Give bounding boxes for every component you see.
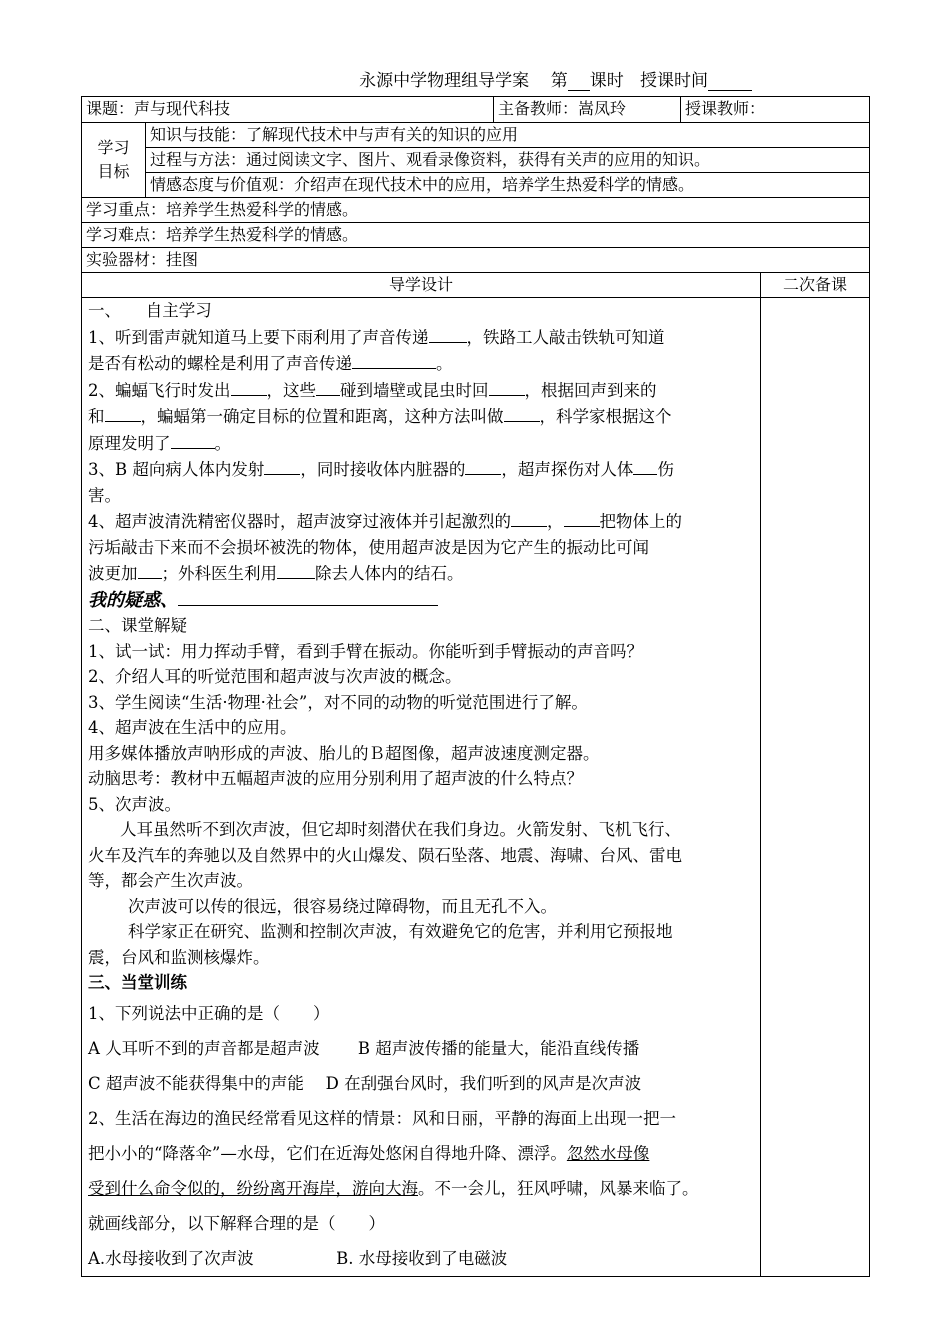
- question-3-line2: 害。: [88, 485, 121, 505]
- question-3-line1: 3、B 超向病人体内发射 ，同时接收体内脏器的 ，超声探伤对人体 伤: [88, 456, 754, 483]
- question-2-line3: 原理发明了 。: [88, 430, 754, 457]
- lead-teacher-cell: 主备教师：嵩凤玲: [494, 97, 681, 123]
- key-point: 学习重点：培养学生热爱科学的情感。: [82, 198, 870, 223]
- infrasound-paragraph-2: 次声波可以传的很远，很容易绕过障碍物，而且无孔不入。: [128, 896, 557, 916]
- exercise-1-options-cd: C 超声波不能获得集中的声能 D 在刮强台风时，我们听到的风声是次声波: [88, 1073, 642, 1093]
- section2-line-5: 用多媒体播放声呐形成的声波、胎儿的Ｂ超图像，超声波速度测定器。: [88, 743, 600, 763]
- topic-cell: 课题：声与现代科技: [82, 97, 494, 123]
- infrasound-paragraph-1c: 等，都会产生次声波。: [88, 871, 253, 890]
- second-prep-column[interactable]: [761, 298, 870, 1277]
- question-2-line1: 2、蝙蝠飞行时发出 ，这些 碰到墙壁或昆虫时回 ，根据回声到来的: [88, 377, 754, 404]
- lesson-prefix: 第: [550, 71, 568, 91]
- school-title: 永源中学物理组导学案: [359, 71, 530, 91]
- doubt-line: [88, 587, 754, 614]
- section2-line-6: 动脑思考：教材中五幅超声波的应用分别利用了超声波的什么特点？: [88, 769, 583, 788]
- goal-row-1: [82, 123, 870, 148]
- design-content: [82, 298, 761, 1277]
- goal-emotion: 情感态度与价值观：介绍声在现代技术中的应用，培养学生热爱科学的情感。: [146, 173, 870, 198]
- doubt-blank[interactable]: [178, 587, 438, 606]
- underlined-text: 受到什么命令似的，纷纷离开海岸，游向大海: [88, 1178, 418, 1198]
- second-prep-header: 二次备课: [761, 273, 870, 298]
- goal-knowledge: 知识与技能：了解现代技术中与声有关的知识的应用: [146, 123, 870, 148]
- equipment-row: [82, 248, 870, 273]
- section3-title: 三、当堂训练: [88, 973, 187, 992]
- blank[interactable]: [264, 456, 300, 475]
- question-2-line2: 和 ，蝙蝠第一确定目标的位置和距离，这种方法叫做 ，科学家根据这个: [88, 403, 754, 430]
- blank[interactable]: [316, 377, 340, 396]
- exercise-2-line2: 把小小的“降落伞”—水母，它们在近海处悠闲自得地升降、漂浮。忽然水母像: [88, 1143, 650, 1163]
- underlined-text: 忽然水母像: [566, 1143, 650, 1163]
- question-1-line2: 是否有松动的螺栓是利用了声音传递 。: [88, 350, 754, 377]
- infrasound-paragraph-1a: 人耳虽然听不到次声波，但它却时刻潜伏在我们身边。火箭发射、飞机飞行、: [120, 820, 681, 839]
- goal-row-2: [82, 148, 870, 173]
- blank[interactable]: [564, 508, 600, 527]
- question-4-line3: 波更加 ；外科医生利用 除去人体内的结石。: [88, 560, 754, 587]
- blank[interactable]: [504, 403, 540, 422]
- teacher-cell: 授课教师：: [681, 97, 870, 123]
- blank[interactable]: [429, 324, 467, 343]
- exercise-1-options-ab: A 人耳听不到的声音都是超声波 B 超声波传播的能量大，能沿直线传播: [88, 1038, 640, 1058]
- blank[interactable]: [171, 430, 215, 449]
- blank[interactable]: [277, 560, 315, 579]
- key-point-row: [82, 198, 870, 223]
- blank[interactable]: [489, 377, 525, 396]
- infrasound-paragraph-3b: 震，台风和监测核爆炸。: [88, 947, 270, 967]
- difficulty-row: [82, 223, 870, 248]
- section2-line-3: 3、学生阅读“生活·物理·社会”，对不同的动物的听觉范围进行了解。: [88, 692, 588, 712]
- goals-label: [82, 123, 146, 198]
- exercise-1-question: 1、下列说法中正确的是（ ）: [88, 1003, 330, 1023]
- blank[interactable]: [231, 377, 267, 396]
- section2-line-1: 1、试一试：用力挥动手臂，看到手臂在振动。你能听到手臂振动的声音吗？: [88, 641, 643, 661]
- section2-title: 二、课堂解疑: [88, 616, 187, 635]
- design-header-row: [82, 273, 870, 298]
- equipment: 实验器材：挂图: [82, 248, 870, 273]
- difficulty: 学习难点：培养学生热爱科学的情感。: [82, 223, 870, 248]
- lesson-suffix: 课时: [589, 71, 624, 91]
- blank[interactable]: [465, 456, 501, 475]
- doubt-label: 我的疑惑、: [88, 589, 178, 611]
- section1-title: 一、 自主学习: [88, 301, 212, 320]
- exercise-2-options-ab: A.水母接收到了次声波 B. 水母接收到了电磁波: [88, 1248, 508, 1268]
- blank[interactable]: [352, 350, 436, 369]
- blank[interactable]: [633, 456, 657, 475]
- exercise-2-line4: 就画线部分，以下解释合理的是（ ）: [88, 1213, 385, 1233]
- goal-row-3: [82, 173, 870, 198]
- infrasound-paragraph-3a: 科学家正在研究、监测和控制次声波，有效避免它的危害，并利用它预报地: [128, 922, 673, 941]
- goals-label-line2: 目标: [97, 162, 130, 181]
- goal-process: 过程与方法：通过阅读文字、图片、观看录像资料，获得有关声的应用的知识。: [146, 148, 870, 173]
- section2-line-4: 4、超声波在生活中的应用。: [88, 718, 297, 737]
- design-content-row: [82, 298, 870, 1277]
- page-header: [0, 66, 752, 91]
- info-row: [82, 97, 870, 123]
- design-header: 导学设计: [82, 273, 761, 298]
- lesson-number-blank[interactable]: [568, 73, 590, 91]
- question-4-line1: 4、超声波清洗精密仪器时，超声波穿过液体并引起激烈的 ， 把物体上的: [88, 508, 754, 535]
- time-label: 授课时间: [640, 71, 708, 91]
- blank[interactable]: [138, 560, 162, 579]
- goals-label-line1: 学习: [97, 138, 130, 157]
- question-1-line1: 1、听到雷声就知道马上要下雨利用了声音传递 ，铁路工人敲击铁轨可知道: [88, 324, 754, 351]
- section2-line-7: 5、次声波。: [88, 794, 181, 814]
- blank[interactable]: [511, 508, 547, 527]
- infrasound-paragraph-1b: 火车及汽车的奔驰以及自然界中的火山爆发、陨石坠落、地震、海啸、台风、雷电: [88, 845, 682, 865]
- exercise-2-line1: 2、生活在海边的渔民经常看见这样的情景：风和日丽，平静的海面上出现一把一: [88, 1108, 676, 1128]
- time-blank[interactable]: [708, 73, 752, 91]
- lesson-plan-table: [81, 96, 870, 1277]
- exercise-2-line3: 受到什么命令似的，纷纷离开海岸，游向大海。不一会儿，狂风呼啸，风暴来临了。: [88, 1178, 699, 1198]
- question-4-line2: 污垢敲击下来而不会损坏被洗的物体，使用超声波是因为它产生的振动比可闻: [88, 537, 649, 557]
- section2-line-2: 2、介绍人耳的听觉范围和超声波与次声波的概念。: [88, 667, 462, 686]
- blank[interactable]: [105, 403, 141, 422]
